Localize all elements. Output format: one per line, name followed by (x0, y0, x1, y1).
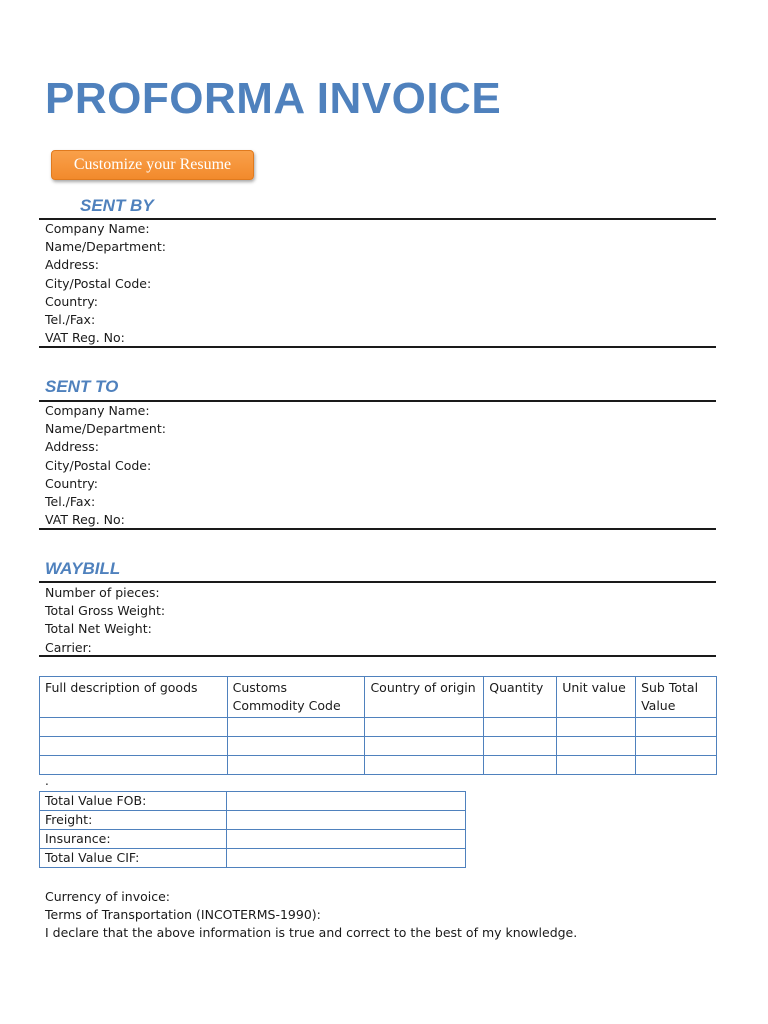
sent-to-company-name-label: Company Name: (45, 403, 150, 418)
table-cell[interactable] (40, 737, 228, 756)
table-cell[interactable] (365, 718, 484, 737)
table-row (40, 737, 717, 756)
sent-to-fields (45, 402, 166, 529)
separator-dot: . (45, 774, 49, 788)
header-sub-total: Sub Total Value (636, 677, 717, 718)
sent-to-country-label: Country: (45, 475, 98, 491)
table-cell[interactable] (636, 718, 717, 737)
customize-resume-button[interactable]: Customize your Resume (51, 150, 254, 180)
insurance-value[interactable] (226, 830, 465, 849)
sent-to-address-label: Address: (45, 439, 99, 455)
waybill-bottom-rule (39, 655, 716, 657)
header-unit-value: Unit value (557, 677, 636, 718)
table-cell[interactable] (40, 718, 228, 737)
table-cell[interactable] (636, 756, 717, 775)
sent-by-fields (45, 220, 166, 347)
table-cell[interactable] (557, 718, 636, 737)
table-row (40, 718, 717, 737)
table-row (40, 830, 466, 849)
header-country-of-origin: Country of origin (365, 677, 484, 718)
totals-table (39, 791, 466, 868)
table-row (40, 756, 717, 775)
table-cell[interactable] (40, 756, 228, 775)
waybill-carrier-label: Carrier: (45, 639, 92, 655)
table-cell[interactable] (484, 756, 557, 775)
sent-by-company-name-label: Company Name: (45, 221, 150, 236)
header-commodity-code: Customs Commodity Code (227, 677, 365, 718)
table-row (40, 792, 466, 811)
table-cell[interactable] (227, 756, 365, 775)
table-cell[interactable] (227, 718, 365, 737)
page-title: PROFORMA INVOICE (45, 74, 502, 123)
waybill-heading: WAYBILL (45, 559, 121, 578)
freight-value[interactable] (226, 811, 465, 830)
table-cell[interactable] (484, 718, 557, 737)
sent-by-city-postal-label: City/Postal Code: (45, 275, 152, 291)
table-cell[interactable] (484, 737, 557, 756)
waybill-pieces-label: Number of pieces: (45, 585, 160, 600)
sent-by-heading: SENT BY (80, 196, 154, 215)
sent-to-bottom-rule (39, 528, 716, 530)
transport-terms-label: Terms of Transportation (INCOTERMS-1990): (45, 907, 321, 923)
insurance-label: Insurance: (40, 830, 227, 849)
sent-by-address-label: Address: (45, 257, 99, 273)
goods-table (39, 676, 717, 775)
table-cell[interactable] (365, 756, 484, 775)
table-row (40, 811, 466, 830)
header-description: Full description of goods (40, 677, 228, 718)
total-fob-value[interactable] (226, 792, 465, 811)
sent-by-country-label: Country: (45, 293, 98, 309)
sent-to-tel-fax-label: Tel./Fax: (45, 494, 96, 510)
table-cell[interactable] (227, 737, 365, 756)
header-quantity: Quantity (484, 677, 557, 718)
sent-by-vat-label: VAT Reg. No: (45, 330, 125, 346)
sent-to-heading: SENT TO (45, 377, 119, 396)
total-cif-label: Total Value CIF: (40, 849, 227, 868)
table-cell[interactable] (636, 737, 717, 756)
footer-notes (45, 888, 577, 943)
table-row (40, 849, 466, 868)
table-cell[interactable] (557, 737, 636, 756)
sent-by-name-department-label: Name/Department: (45, 239, 166, 255)
table-cell[interactable] (557, 756, 636, 775)
currency-label: Currency of invoice: (45, 889, 170, 904)
waybill-gross-weight-label: Total Gross Weight: (45, 603, 166, 619)
sent-to-city-postal-label: City/Postal Code: (45, 457, 152, 473)
declaration-text: I declare that the above information is true and correct to the best of my knowledge. (45, 925, 578, 941)
sent-to-vat-label: VAT Reg. No: (45, 512, 125, 528)
waybill-net-weight-label: Total Net Weight: (45, 621, 152, 637)
sent-by-tel-fax-label: Tel./Fax: (45, 312, 96, 328)
goods-header-row (40, 677, 717, 718)
waybill-fields (45, 584, 165, 657)
table-cell[interactable] (365, 737, 484, 756)
freight-label: Freight: (40, 811, 227, 830)
total-fob-label: Total Value FOB: (40, 792, 227, 811)
sent-by-bottom-rule (39, 346, 716, 348)
total-cif-value[interactable] (226, 849, 465, 868)
sent-to-name-department-label: Name/Department: (45, 421, 166, 437)
waybill-top-rule (39, 581, 716, 583)
